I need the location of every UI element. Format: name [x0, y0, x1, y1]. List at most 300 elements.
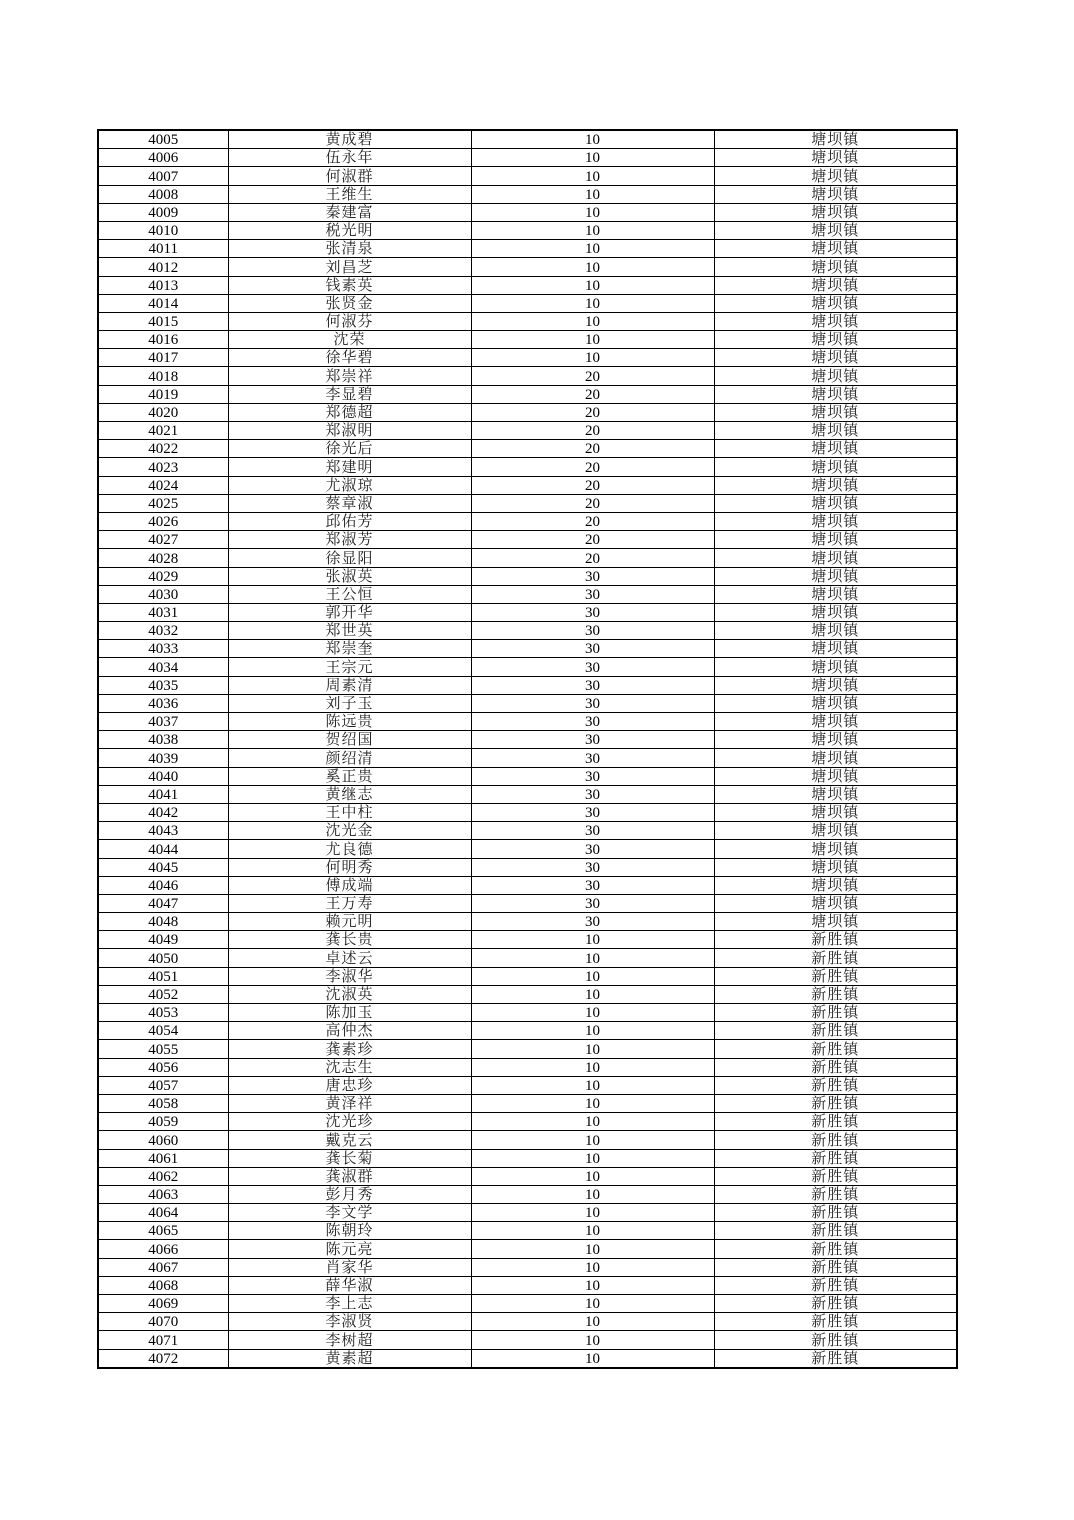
town-cell: 塘坝镇: [714, 858, 957, 876]
amount-cell: 10: [471, 276, 714, 294]
amount-cell: 10: [471, 1149, 714, 1167]
table-row: [98, 767, 957, 785]
town-cell: 塘坝镇: [714, 567, 957, 585]
amount-cell: 30: [471, 676, 714, 694]
table-row: [98, 840, 957, 858]
name-cell: 何淑群: [228, 167, 471, 185]
name-cell: 周素清: [228, 676, 471, 694]
town-cell: 新胜镇: [714, 1131, 957, 1149]
town-cell: 塘坝镇: [714, 494, 957, 512]
town-cell: 塘坝镇: [714, 713, 957, 731]
name-cell: 张贤金: [228, 294, 471, 312]
town-cell: 新胜镇: [714, 1185, 957, 1203]
amount-cell: 20: [471, 385, 714, 403]
row-number-cell: 4066: [98, 1240, 228, 1258]
row-number-cell: 4010: [98, 221, 228, 239]
amount-cell: 10: [471, 985, 714, 1003]
amount-cell: 30: [471, 567, 714, 585]
name-cell: 王宗元: [228, 658, 471, 676]
name-cell: 李树超: [228, 1331, 471, 1349]
town-cell: 新胜镇: [714, 1040, 957, 1058]
name-cell: 高仲杰: [228, 1022, 471, 1040]
row-number-cell: 4056: [98, 1058, 228, 1076]
name-cell: 蔡章淑: [228, 494, 471, 512]
name-cell: 伍永年: [228, 149, 471, 167]
row-number-cell: 4045: [98, 858, 228, 876]
amount-cell: 10: [471, 221, 714, 239]
name-cell: 王万寿: [228, 894, 471, 912]
table-row: [98, 876, 957, 894]
amount-cell: 10: [471, 1295, 714, 1313]
table-row: [98, 167, 957, 185]
amount-cell: 30: [471, 622, 714, 640]
amount-cell: 10: [471, 1240, 714, 1258]
row-number-cell: 4022: [98, 440, 228, 458]
row-number-cell: 4037: [98, 713, 228, 731]
town-cell: 塘坝镇: [714, 203, 957, 221]
name-cell: 张淑英: [228, 567, 471, 585]
town-cell: 新胜镇: [714, 1349, 957, 1368]
town-cell: 新胜镇: [714, 1058, 957, 1076]
town-cell: 新胜镇: [714, 1276, 957, 1294]
table-row: [98, 1040, 957, 1058]
table-row: [98, 1185, 957, 1203]
table-row: [98, 894, 957, 912]
name-cell: 徐华碧: [228, 349, 471, 367]
table-row: [98, 1004, 957, 1022]
name-cell: 张清泉: [228, 240, 471, 258]
name-cell: 李淑贤: [228, 1313, 471, 1331]
town-cell: 塘坝镇: [714, 367, 957, 385]
amount-cell: 10: [471, 931, 714, 949]
table-row: [98, 1149, 957, 1167]
name-cell: 戴克云: [228, 1131, 471, 1149]
name-cell: 郑世英: [228, 622, 471, 640]
row-number-cell: 4069: [98, 1295, 228, 1313]
town-cell: 塘坝镇: [714, 640, 957, 658]
name-cell: 颜绍清: [228, 749, 471, 767]
table-row: [98, 931, 957, 949]
row-number-cell: 4039: [98, 749, 228, 767]
table-row: [98, 1022, 957, 1040]
amount-cell: 20: [471, 512, 714, 530]
name-cell: 税光明: [228, 221, 471, 239]
amount-cell: 20: [471, 549, 714, 567]
amount-cell: 20: [471, 531, 714, 549]
row-number-cell: 4012: [98, 258, 228, 276]
town-cell: 塘坝镇: [714, 840, 957, 858]
name-cell: 郑崇奎: [228, 640, 471, 658]
table-row: [98, 1295, 957, 1313]
row-number-cell: 4070: [98, 1313, 228, 1331]
amount-cell: 30: [471, 713, 714, 731]
name-cell: 郑淑芳: [228, 531, 471, 549]
records-table-body: [98, 130, 957, 1368]
row-number-cell: 4019: [98, 385, 228, 403]
name-cell: 刘子玉: [228, 694, 471, 712]
town-cell: 塘坝镇: [714, 622, 957, 640]
row-number-cell: 4032: [98, 622, 228, 640]
row-number-cell: 4031: [98, 603, 228, 621]
name-cell: 李上志: [228, 1295, 471, 1313]
amount-cell: 10: [471, 1058, 714, 1076]
amount-cell: 30: [471, 876, 714, 894]
table-row: [98, 785, 957, 803]
name-cell: 黄继志: [228, 785, 471, 803]
name-cell: 龚长贵: [228, 931, 471, 949]
amount-cell: 30: [471, 803, 714, 821]
town-cell: 新胜镇: [714, 949, 957, 967]
name-cell: 郑建明: [228, 458, 471, 476]
row-number-cell: 4034: [98, 658, 228, 676]
table-row: [98, 913, 957, 931]
town-cell: 塘坝镇: [714, 767, 957, 785]
name-cell: 龚长菊: [228, 1149, 471, 1167]
amount-cell: 10: [471, 1076, 714, 1094]
table-row: [98, 549, 957, 567]
records-table: [97, 129, 958, 1369]
name-cell: 李文学: [228, 1204, 471, 1222]
row-number-cell: 4061: [98, 1149, 228, 1167]
amount-cell: 10: [471, 1040, 714, 1058]
town-cell: 新胜镇: [714, 1004, 957, 1022]
town-cell: 新胜镇: [714, 1113, 957, 1131]
name-cell: 彭月秀: [228, 1185, 471, 1203]
amount-cell: 10: [471, 294, 714, 312]
town-cell: 塘坝镇: [714, 458, 957, 476]
table-row: [98, 1276, 957, 1294]
amount-cell: 30: [471, 640, 714, 658]
amount-cell: 10: [471, 1276, 714, 1294]
table-row: [98, 440, 957, 458]
amount-cell: 10: [471, 1258, 714, 1276]
town-cell: 新胜镇: [714, 1295, 957, 1313]
name-cell: 赖元明: [228, 913, 471, 931]
table-row: [98, 731, 957, 749]
town-cell: 塘坝镇: [714, 803, 957, 821]
row-number-cell: 4063: [98, 1185, 228, 1203]
amount-cell: 10: [471, 349, 714, 367]
table-row: [98, 312, 957, 330]
name-cell: 陈远贵: [228, 713, 471, 731]
row-number-cell: 4020: [98, 403, 228, 421]
row-number-cell: 4052: [98, 985, 228, 1003]
table-row: [98, 1113, 957, 1131]
town-cell: 塘坝镇: [714, 476, 957, 494]
table-row: [98, 949, 957, 967]
name-cell: 沈荣: [228, 331, 471, 349]
row-number-cell: 4050: [98, 949, 228, 967]
table-row: [98, 294, 957, 312]
row-number-cell: 4065: [98, 1222, 228, 1240]
town-cell: 塘坝镇: [714, 422, 957, 440]
table-row: [98, 676, 957, 694]
amount-cell: 30: [471, 858, 714, 876]
table-row: [98, 458, 957, 476]
name-cell: 沈志生: [228, 1058, 471, 1076]
town-cell: 塘坝镇: [714, 694, 957, 712]
amount-cell: 30: [471, 694, 714, 712]
town-cell: 塘坝镇: [714, 403, 957, 421]
amount-cell: 10: [471, 1313, 714, 1331]
row-number-cell: 4027: [98, 531, 228, 549]
row-number-cell: 4007: [98, 167, 228, 185]
town-cell: 塘坝镇: [714, 240, 957, 258]
town-cell: 塘坝镇: [714, 876, 957, 894]
table-row: [98, 1331, 957, 1349]
table-row: [98, 567, 957, 585]
row-number-cell: 4071: [98, 1331, 228, 1349]
table-row: [98, 203, 957, 221]
name-cell: 秦建富: [228, 203, 471, 221]
name-cell: 王中柱: [228, 803, 471, 821]
town-cell: 新胜镇: [714, 1167, 957, 1185]
town-cell: 新胜镇: [714, 1204, 957, 1222]
name-cell: 陈元亮: [228, 1240, 471, 1258]
table-row: [98, 1258, 957, 1276]
row-number-cell: 4030: [98, 585, 228, 603]
table-row: [98, 130, 957, 149]
row-number-cell: 4053: [98, 1004, 228, 1022]
town-cell: 新胜镇: [714, 1331, 957, 1349]
name-cell: 何明秀: [228, 858, 471, 876]
name-cell: 肖家华: [228, 1258, 471, 1276]
table-row: [98, 367, 957, 385]
amount-cell: 10: [471, 1185, 714, 1203]
row-number-cell: 4062: [98, 1167, 228, 1185]
name-cell: 郑淑明: [228, 422, 471, 440]
name-cell: 郑崇祥: [228, 367, 471, 385]
table-row: [98, 694, 957, 712]
row-number-cell: 4059: [98, 1113, 228, 1131]
name-cell: 徐光后: [228, 440, 471, 458]
town-cell: 塘坝镇: [714, 822, 957, 840]
amount-cell: 10: [471, 130, 714, 149]
name-cell: 龚素珍: [228, 1040, 471, 1058]
amount-cell: 10: [471, 1167, 714, 1185]
row-number-cell: 4054: [98, 1022, 228, 1040]
name-cell: 钱素英: [228, 276, 471, 294]
amount-cell: 30: [471, 731, 714, 749]
row-number-cell: 4046: [98, 876, 228, 894]
table-row: [98, 1076, 957, 1094]
town-cell: 塘坝镇: [714, 258, 957, 276]
amount-cell: 10: [471, 1094, 714, 1112]
town-cell: 新胜镇: [714, 1240, 957, 1258]
town-cell: 新胜镇: [714, 1313, 957, 1331]
amount-cell: 20: [471, 458, 714, 476]
name-cell: 王维生: [228, 185, 471, 203]
town-cell: 新胜镇: [714, 1094, 957, 1112]
table-row: [98, 622, 957, 640]
row-number-cell: 4014: [98, 294, 228, 312]
row-number-cell: 4018: [98, 367, 228, 385]
table-row: [98, 1058, 957, 1076]
amount-cell: 10: [471, 949, 714, 967]
town-cell: 塘坝镇: [714, 276, 957, 294]
town-cell: 塘坝镇: [714, 349, 957, 367]
town-cell: 塘坝镇: [714, 130, 957, 149]
row-number-cell: 4047: [98, 894, 228, 912]
amount-cell: 10: [471, 149, 714, 167]
town-cell: 新胜镇: [714, 1222, 957, 1240]
amount-cell: 30: [471, 603, 714, 621]
amount-cell: 10: [471, 1349, 714, 1368]
amount-cell: 20: [471, 403, 714, 421]
table-row: [98, 349, 957, 367]
name-cell: 龚淑群: [228, 1167, 471, 1185]
town-cell: 塘坝镇: [714, 385, 957, 403]
row-number-cell: 4024: [98, 476, 228, 494]
table-row: [98, 1313, 957, 1331]
town-cell: 塘坝镇: [714, 676, 957, 694]
row-number-cell: 4072: [98, 1349, 228, 1368]
town-cell: 新胜镇: [714, 931, 957, 949]
row-number-cell: 4008: [98, 185, 228, 203]
name-cell: 郭开华: [228, 603, 471, 621]
row-number-cell: 4011: [98, 240, 228, 258]
amount-cell: 20: [471, 367, 714, 385]
row-number-cell: 4025: [98, 494, 228, 512]
name-cell: 郑德超: [228, 403, 471, 421]
name-cell: 黄泽祥: [228, 1094, 471, 1112]
row-number-cell: 4029: [98, 567, 228, 585]
table-row: [98, 803, 957, 821]
table-row: [98, 221, 957, 239]
amount-cell: 10: [471, 312, 714, 330]
name-cell: 王公恒: [228, 585, 471, 603]
table-row: [98, 658, 957, 676]
amount-cell: 10: [471, 967, 714, 985]
amount-cell: 30: [471, 840, 714, 858]
amount-cell: 10: [471, 203, 714, 221]
table-row: [98, 1204, 957, 1222]
table-row: [98, 585, 957, 603]
town-cell: 新胜镇: [714, 967, 957, 985]
row-number-cell: 4064: [98, 1204, 228, 1222]
table-row: [98, 1131, 957, 1149]
town-cell: 新胜镇: [714, 985, 957, 1003]
name-cell: 奚正贵: [228, 767, 471, 785]
row-number-cell: 4017: [98, 349, 228, 367]
table-row: [98, 822, 957, 840]
table-row: [98, 531, 957, 549]
town-cell: 新胜镇: [714, 1149, 957, 1167]
amount-cell: 10: [471, 331, 714, 349]
table-row: [98, 967, 957, 985]
name-cell: 尤良德: [228, 840, 471, 858]
row-number-cell: 4055: [98, 1040, 228, 1058]
town-cell: 塘坝镇: [714, 658, 957, 676]
row-number-cell: 4013: [98, 276, 228, 294]
table-row: [98, 276, 957, 294]
amount-cell: 10: [471, 240, 714, 258]
table-row: [98, 603, 957, 621]
amount-cell: 10: [471, 1113, 714, 1131]
town-cell: 新胜镇: [714, 1258, 957, 1276]
table-row: [98, 403, 957, 421]
row-number-cell: 4041: [98, 785, 228, 803]
table-row: [98, 749, 957, 767]
table-row: [98, 985, 957, 1003]
name-cell: 沈淑英: [228, 985, 471, 1003]
town-cell: 塘坝镇: [714, 549, 957, 567]
row-number-cell: 4044: [98, 840, 228, 858]
town-cell: 塘坝镇: [714, 221, 957, 239]
town-cell: 塘坝镇: [714, 440, 957, 458]
row-number-cell: 4038: [98, 731, 228, 749]
town-cell: 新胜镇: [714, 1022, 957, 1040]
row-number-cell: 4035: [98, 676, 228, 694]
table-row: [98, 331, 957, 349]
row-number-cell: 4049: [98, 931, 228, 949]
town-cell: 塘坝镇: [714, 749, 957, 767]
amount-cell: 30: [471, 749, 714, 767]
row-number-cell: 4068: [98, 1276, 228, 1294]
table-row: [98, 185, 957, 203]
town-cell: 塘坝镇: [714, 312, 957, 330]
town-cell: 新胜镇: [714, 1076, 957, 1094]
row-number-cell: 4033: [98, 640, 228, 658]
row-number-cell: 4058: [98, 1094, 228, 1112]
table-row: [98, 1240, 957, 1258]
row-number-cell: 4016: [98, 331, 228, 349]
amount-cell: 20: [471, 440, 714, 458]
name-cell: 沈光金: [228, 822, 471, 840]
amount-cell: 30: [471, 822, 714, 840]
town-cell: 塘坝镇: [714, 603, 957, 621]
table-row: [98, 640, 957, 658]
row-number-cell: 4015: [98, 312, 228, 330]
amount-cell: 10: [471, 185, 714, 203]
amount-cell: 30: [471, 785, 714, 803]
row-number-cell: 4006: [98, 149, 228, 167]
table-row: [98, 149, 957, 167]
name-cell: 李淑华: [228, 967, 471, 985]
amount-cell: 10: [471, 1004, 714, 1022]
name-cell: 尤淑琼: [228, 476, 471, 494]
name-cell: 卓述云: [228, 949, 471, 967]
amount-cell: 20: [471, 494, 714, 512]
town-cell: 塘坝镇: [714, 149, 957, 167]
row-number-cell: 4057: [98, 1076, 228, 1094]
name-cell: 贺绍国: [228, 731, 471, 749]
row-number-cell: 4023: [98, 458, 228, 476]
row-number-cell: 4048: [98, 913, 228, 931]
name-cell: 唐忠珍: [228, 1076, 471, 1094]
row-number-cell: 4043: [98, 822, 228, 840]
amount-cell: 30: [471, 894, 714, 912]
amount-cell: 10: [471, 167, 714, 185]
row-number-cell: 4009: [98, 203, 228, 221]
name-cell: 邱佑芳: [228, 512, 471, 530]
amount-cell: 10: [471, 1331, 714, 1349]
name-cell: 陈朝玲: [228, 1222, 471, 1240]
name-cell: 傅成端: [228, 876, 471, 894]
table-row: [98, 1222, 957, 1240]
town-cell: 塘坝镇: [714, 294, 957, 312]
name-cell: 陈加玉: [228, 1004, 471, 1022]
town-cell: 塘坝镇: [714, 185, 957, 203]
row-number-cell: 4028: [98, 549, 228, 567]
row-number-cell: 4040: [98, 767, 228, 785]
table-row: [98, 422, 957, 440]
table-row: [98, 512, 957, 530]
amount-cell: 10: [471, 1022, 714, 1040]
name-cell: 沈光珍: [228, 1113, 471, 1131]
row-number-cell: 4051: [98, 967, 228, 985]
town-cell: 塘坝镇: [714, 585, 957, 603]
